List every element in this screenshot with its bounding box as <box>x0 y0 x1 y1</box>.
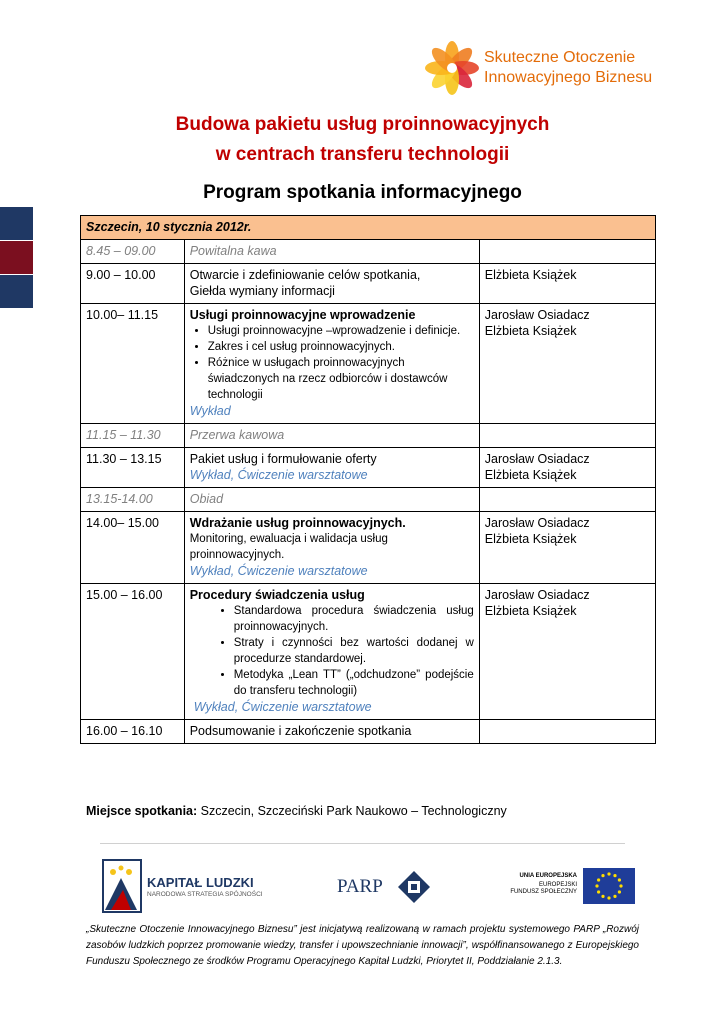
row-time: 11.15 – 11.30 <box>81 424 185 448</box>
footer-note: „Skuteczne Otoczenie Innowacyjnego Biznesu” jest inicjatywą realizowaną w ramach projektu systemowego PARP „Rozwój zasobów ludzkich poprzez promowanie wiedzy, transfer i upowszechnianie innowacji”, współfinansowanego z Europejskiego Funduszu Społecznego ze środków Programu Operacyjnego Kapitał Ludzki, Priorytet II, Poddziałanie 2.1.3. <box>86 924 639 967</box>
venue-label: Miejsce spotkania: <box>86 804 198 818</box>
row-title: Przerwa kawowa <box>184 424 479 448</box>
program-table <box>80 215 656 744</box>
bullet-list <box>190 323 474 403</box>
table-header-row <box>81 216 656 240</box>
row-content <box>184 512 479 584</box>
row-time: 9.00 – 10.00 <box>81 264 185 304</box>
doc-subtitle: Program spotkania informacyjnego <box>203 182 522 203</box>
table-row <box>81 448 656 488</box>
row-title-line-1: Otwarcie i zdefiniowanie celów spotkania, <box>189 268 421 282</box>
row-title: Wdrażanie usług proinnowacyjnych. <box>189 516 406 530</box>
kapital-ludzki-logo <box>101 858 301 914</box>
row-speakers <box>479 512 655 584</box>
kapital-ludzki-title: KAPITAŁ LUDZKI <box>147 875 254 890</box>
divider <box>100 843 625 844</box>
table-row <box>81 240 656 264</box>
list-item: • Straty i czynności bez wartości dodanej w procedurze standardowej. <box>234 635 474 667</box>
row-title: Powitalna kawa <box>184 240 479 264</box>
decor-bar-navy-2 <box>0 275 33 308</box>
venue-value: Szczecin, Szczeciński Park Naukowo – Technologiczny <box>197 804 507 818</box>
table-row <box>81 264 656 304</box>
row-speakers <box>479 448 655 488</box>
parp-logo <box>337 870 437 910</box>
row-title-line-2: Giełda wymiany informacji <box>189 284 335 298</box>
row-description: Monitoring, ewaluacja i walidacja usług proinnowacyjnych. <box>189 533 388 561</box>
row-time: 15.00 – 16.00 <box>81 584 185 720</box>
table-row <box>81 584 656 720</box>
row-title: Usługi proinnowacyjne wprowadzenie <box>189 308 416 322</box>
row-form: Wykład <box>189 404 231 418</box>
row-time: 16.00 – 16.10 <box>81 720 185 744</box>
table-header-date: Szczecin, 10 stycznia 2012r. <box>81 216 656 240</box>
kapital-ludzki-emblem-icon <box>101 858 143 914</box>
speaker: Elżbieta Książek <box>484 324 577 338</box>
row-content <box>184 584 479 720</box>
venue-line <box>86 804 507 818</box>
row-form: Wykład, Ćwiczenie warsztatowe <box>189 468 368 482</box>
parp-text: PARP <box>337 876 383 897</box>
table-row <box>81 424 656 448</box>
speaker: Elżbieta Książek <box>484 604 577 618</box>
eu-title: UNIA EUROPEJSKA <box>519 873 577 879</box>
row-speakers <box>479 488 655 512</box>
row-speakers <box>479 240 655 264</box>
row-time: 10.00– 11.15 <box>81 304 185 424</box>
doc-title-line-2: w centrach transferu technologii <box>215 144 510 165</box>
kapital-ludzki-subtitle: NARODOWA STRATEGIA SPÓJNOŚCI <box>147 891 263 898</box>
list-item: • Standardowa procedura świadczenia usług proinnowacyjnych. <box>234 603 474 635</box>
table-row <box>81 488 656 512</box>
row-speakers <box>479 720 655 744</box>
eu-flag-icon <box>583 868 635 904</box>
row-speakers <box>479 424 655 448</box>
row-title <box>184 264 479 304</box>
eu-logo <box>505 866 635 906</box>
row-content <box>184 448 479 488</box>
logo-text <box>484 48 652 88</box>
speaker: Elżbieta Książek <box>484 468 577 482</box>
row-content <box>184 304 479 424</box>
speaker: Elżbieta Książek <box>484 532 577 546</box>
row-speakers: Elżbieta Książek <box>479 264 655 304</box>
list-item: • Usługi proinnowacyjne –wprowadzenie i definicje. <box>208 323 474 339</box>
sun-flower-icon <box>424 40 480 96</box>
row-time: 8.45 – 09.00 <box>81 240 185 264</box>
doc-title-line-1: Budowa pakietu usług proinnowacyjnych <box>175 114 550 135</box>
table-row <box>81 304 656 424</box>
table-row <box>81 512 656 584</box>
soib-logo <box>424 40 664 98</box>
speaker: Jarosław Osiadacz <box>484 308 590 322</box>
logo-line-1: Skuteczne Otoczenie <box>484 49 636 66</box>
speaker: Jarosław Osiadacz <box>484 588 590 602</box>
speaker: Jarosław Osiadacz <box>484 516 590 530</box>
parp-emblem-icon <box>397 870 431 904</box>
row-title: Pakiet usług i formułowanie oferty <box>189 452 377 466</box>
row-time: 13.15-14.00 <box>81 488 185 512</box>
bullet-list <box>190 603 474 699</box>
row-form: Wykład, Ćwiczenie warsztatowe <box>193 700 372 714</box>
list-item: • Różnice w usługach proinnowacyjnych świadczonych na rzecz odbiorców i dostawców technologii <box>208 355 474 403</box>
eu-subtitle <box>510 882 577 896</box>
decor-bar-navy <box>0 207 33 240</box>
eu-subtitle-line-1: EUROPEJSKI <box>538 882 577 888</box>
row-time: 14.00– 15.00 <box>81 512 185 584</box>
speaker: Jarosław Osiadacz <box>484 452 590 466</box>
table-row <box>81 720 656 744</box>
row-time: 11.30 – 13.15 <box>81 448 185 488</box>
row-title: Obiad <box>184 488 479 512</box>
logo-line-2: Innowacyjnego Biznesu <box>484 69 653 86</box>
list-item: • Zakres i cel usług proinnowacyjnych. <box>208 339 474 355</box>
row-title: Procedury świadczenia usług <box>189 588 365 602</box>
eu-subtitle-line-2: FUNDUSZ SPOŁECZNY <box>510 889 577 895</box>
decor-bar-maroon <box>0 241 33 274</box>
list-item: • Metodyka „Lean TT” („odchudzone” podejście do transferu technologii) <box>234 667 474 699</box>
row-speakers <box>479 584 655 720</box>
row-form: Wykład, Ćwiczenie warsztatowe <box>189 564 368 578</box>
row-speakers <box>479 304 655 424</box>
row-title: Podsumowanie i zakończenie spotkania <box>184 720 479 744</box>
